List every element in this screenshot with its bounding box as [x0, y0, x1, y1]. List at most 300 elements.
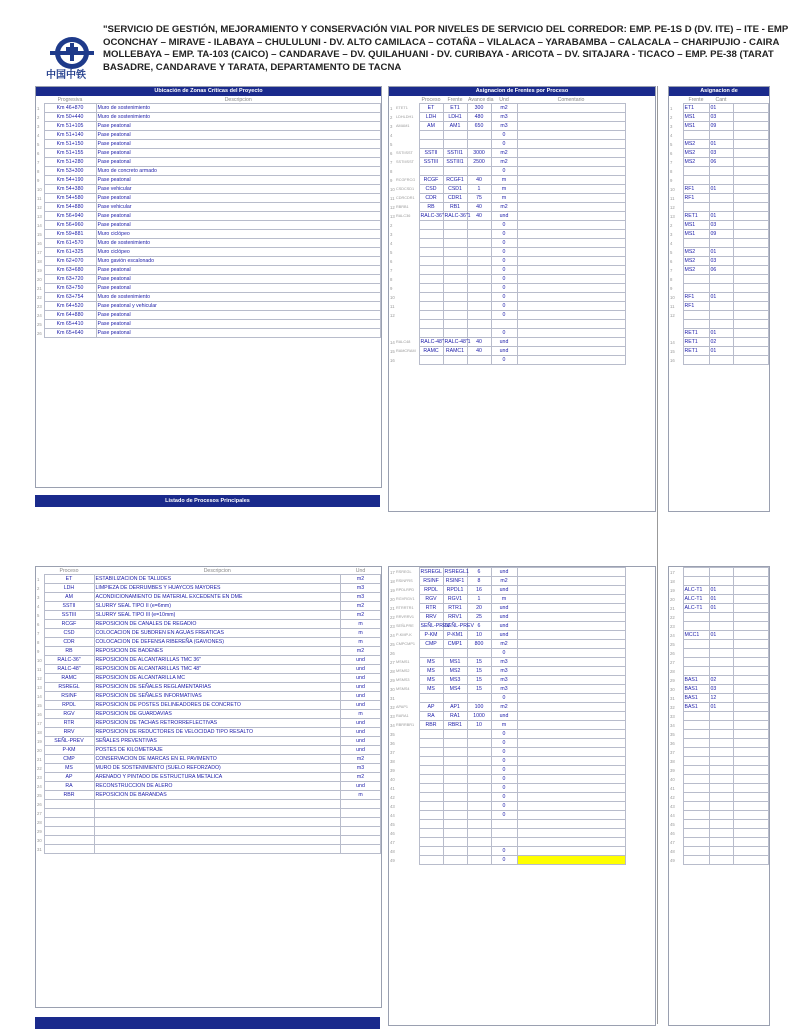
cantidad-cell [709, 856, 733, 865]
unidad-cell: 0 [491, 230, 517, 239]
comentario-cell [517, 284, 625, 293]
row-number: 5 [670, 141, 673, 147]
proceso-cell [419, 356, 443, 365]
comentario-cell [517, 676, 625, 685]
zona-row [36, 221, 381, 230]
zona-row [36, 257, 381, 266]
asig-row [669, 257, 769, 266]
frente-cell [683, 766, 709, 775]
asig-row [669, 775, 769, 784]
proceso-cell: AM [419, 122, 443, 131]
frente-cell [443, 748, 467, 757]
unidad-cell: 0 [491, 329, 517, 338]
row-number: 8 [37, 168, 40, 174]
row-number: 11 [390, 195, 395, 201]
avance-cell: 1 [467, 185, 491, 194]
asig-row [669, 829, 769, 838]
extra-cell [733, 230, 769, 239]
key-cell: MSMS2 [396, 669, 410, 673]
frente-cell: RF1 [683, 194, 709, 203]
progresiva-cell: Km 61+325 [44, 248, 96, 257]
frente-cell [443, 221, 467, 230]
row-number: 23 [390, 623, 395, 629]
key-cell [395, 847, 419, 856]
key-cell [395, 739, 419, 748]
frente-cell [683, 167, 709, 176]
extra-cell [733, 248, 769, 257]
descripcion-cell: ESTABILIZACION DE TALUDES [94, 575, 341, 584]
proceso-cell: CSD [419, 185, 443, 194]
comentario-cell [517, 239, 625, 248]
frente-cell [683, 838, 709, 847]
frente-row [389, 838, 655, 847]
zona-row [36, 248, 381, 257]
frente-cell [683, 775, 709, 784]
frente-cell [443, 320, 467, 329]
frente-cell [443, 311, 467, 320]
spacer-cell [625, 347, 655, 356]
spacer-cell [625, 293, 655, 302]
row-number: 41 [670, 785, 675, 791]
key-cell: SSTIISST [396, 151, 413, 155]
avance-cell [467, 284, 491, 293]
asig-row [669, 212, 769, 221]
row-number: 36 [390, 740, 395, 746]
comentario-cell [517, 793, 625, 802]
descripcion-cell: REPOSICION DE REDUCTORES DE VELOCIDAD TIPO RESALTO [94, 728, 341, 737]
cantidad-cell: 02 [709, 338, 733, 347]
row-number: 40 [670, 776, 675, 782]
unidad-cell [341, 809, 381, 818]
frente-cell [683, 757, 709, 766]
unidad-cell: m2 [341, 755, 381, 764]
extra-cell [733, 766, 769, 775]
row-number: 31 [37, 846, 42, 852]
frente-cell [683, 793, 709, 802]
key-cell [395, 329, 419, 338]
asig-row [669, 730, 769, 739]
proceso-cell [419, 221, 443, 230]
row-number: 24 [390, 632, 395, 638]
row-number: 11 [670, 303, 675, 309]
row-number: 6 [390, 258, 393, 264]
row-number: 29 [37, 828, 42, 834]
descripcion-cell: ACONDICIONAMIENTO DE MATERIAL EXCEDENTE EN DME [94, 593, 341, 602]
frente-row [389, 730, 655, 739]
row-number: 22 [670, 614, 675, 620]
frente-row [389, 784, 655, 793]
avance-cell: 15 [467, 685, 491, 694]
proceso-cell: RRV [419, 613, 443, 622]
frente-cell [683, 649, 709, 658]
descripcion-cell: REPOSICION DE CANALES DE REGADIO [94, 620, 341, 629]
extra-cell [733, 739, 769, 748]
zona-row [36, 266, 381, 275]
descripcion-cell: SEÑALES PREVENTIVAS [94, 737, 341, 746]
proceso-cell [419, 293, 443, 302]
proceso-cell: MS [44, 764, 94, 773]
proceso-cell: MS [419, 685, 443, 694]
row-number: 8 [37, 639, 40, 645]
row-number: 9 [670, 285, 673, 291]
avance-cell [467, 784, 491, 793]
zona-row [36, 311, 381, 320]
descripcion-cell [94, 836, 341, 845]
key-cell [395, 838, 419, 847]
row-number: 38 [670, 758, 675, 764]
proceso-cell [419, 694, 443, 703]
comentario-cell [517, 658, 625, 667]
asignacion-sheet [668, 86, 770, 512]
zona-row [36, 320, 381, 329]
proceso-row [36, 638, 381, 647]
comentario-cell [517, 739, 625, 748]
avance-cell: 40 [467, 203, 491, 212]
unidad-cell: 0 [491, 248, 517, 257]
key-cell: P-KMP-K [396, 633, 412, 637]
zona-row [36, 131, 381, 140]
cantidad-cell [709, 613, 733, 622]
proceso-cell [44, 836, 94, 845]
comentario-cell [517, 113, 625, 122]
unidad-cell: und [341, 692, 381, 701]
row-number: 1 [37, 576, 40, 582]
spacer-cell [625, 266, 655, 275]
row-number: 15 [390, 348, 395, 354]
extra-cell [733, 104, 769, 113]
avance-cell: 25 [467, 613, 491, 622]
descripcion-cell: Pase peatonal [96, 131, 381, 140]
asig-row [669, 766, 769, 775]
extra-cell [733, 613, 769, 622]
descripcion-cell: Pase peatonal [96, 158, 381, 167]
descripcion-cell: LIMPIEZA DE DERRUMBES Y HUAYCOS MAYORES [94, 584, 341, 593]
progresiva-cell: Km 56+940 [44, 212, 96, 221]
frente-cell [443, 230, 467, 239]
cantidad-cell [709, 320, 733, 329]
cantidad-cell [709, 568, 733, 577]
frente-row [389, 676, 655, 685]
asig-row [669, 311, 769, 320]
progresiva-cell: Km 46+870 [44, 104, 96, 113]
descripcion-cell: Pase peatonal [96, 212, 381, 221]
key-cell: CSDCSD1 [396, 187, 415, 191]
key-cell [395, 766, 419, 775]
spacer-cell [625, 230, 655, 239]
frente-cell [443, 275, 467, 284]
cantidad-cell: 01 [709, 604, 733, 613]
cantidad-cell: 01 [709, 329, 733, 338]
extra-cell [733, 275, 769, 284]
frente-cell [683, 613, 709, 622]
frente-cell [683, 811, 709, 820]
proceso-cell: RB [44, 647, 94, 656]
asig-row [669, 838, 769, 847]
descripcion-cell [94, 818, 341, 827]
cantidad-cell: 03 [709, 149, 733, 158]
row-number: 6 [37, 150, 40, 156]
frente-row [389, 748, 655, 757]
cantidad-cell: 01 [709, 586, 733, 595]
extra-cell [733, 721, 769, 730]
row-number: 7 [37, 630, 40, 636]
proceso-row [36, 629, 381, 638]
unidad-cell: und [491, 338, 517, 347]
avance-cell [467, 829, 491, 838]
proceso-row [36, 791, 381, 800]
unidad-cell: 0 [491, 239, 517, 248]
key-cell: AMAM1 [396, 124, 410, 128]
unidad-cell: m2 [491, 577, 517, 586]
row-number [669, 320, 683, 329]
frente-cell: RALC-36"1 [444, 213, 471, 219]
frente-row [389, 622, 655, 631]
asig-row [669, 329, 769, 338]
comentario-cell [517, 856, 625, 865]
frente-cell: CSD1 [443, 185, 467, 194]
key-cell: LDHLDH1 [396, 115, 414, 119]
cantidad-cell: 06 [709, 158, 733, 167]
comentario-cell [517, 721, 625, 730]
frente-row [389, 694, 655, 703]
avance-cell: 8 [467, 577, 491, 586]
comentario-cell [517, 293, 625, 302]
unidad-cell: m2 [491, 104, 517, 113]
spacer-cell [625, 739, 655, 748]
row-number: 32 [390, 704, 395, 710]
cantidad-cell: 06 [709, 266, 733, 275]
extra-cell [733, 577, 769, 586]
spacer-cell [625, 775, 655, 784]
asig-row [669, 113, 769, 122]
row-number: 31 [390, 695, 395, 701]
frente-cell [443, 302, 467, 311]
frente-cell: MS1 [683, 230, 709, 239]
proceso-cell [419, 266, 443, 275]
spacer-cell [625, 577, 655, 586]
frente-cell [443, 649, 467, 658]
zona-row [36, 293, 381, 302]
frente-cell [683, 356, 709, 365]
asig-row [669, 820, 769, 829]
proceso-cell [419, 730, 443, 739]
cantidad-cell [709, 712, 733, 721]
extra-cell [733, 257, 769, 266]
comentario-cell [517, 338, 625, 347]
spacer-cell [625, 793, 655, 802]
descripcion-cell [94, 827, 341, 836]
asig-row [669, 676, 769, 685]
progresiva-cell: Km 54+580 [44, 194, 96, 203]
key-cell: RGVRGV1 [396, 597, 415, 601]
proceso-cell [44, 818, 94, 827]
unidad-cell: m [491, 194, 517, 203]
key-cell [395, 775, 419, 784]
zona-row [36, 302, 381, 311]
cantidad-cell [709, 757, 733, 766]
row-number: 18 [37, 729, 42, 735]
row-number: 19 [37, 738, 42, 744]
key-cell [395, 649, 419, 658]
avance-cell [467, 311, 491, 320]
row-number: 48 [670, 848, 675, 854]
comentario-cell [517, 158, 625, 167]
frente-row [389, 257, 655, 266]
frente-cell [443, 838, 467, 847]
comentario-cell [517, 829, 625, 838]
proceso-cell [419, 131, 443, 140]
proceso-cell [419, 320, 443, 329]
frentes-table-2 [389, 567, 655, 865]
unidad-cell: und [341, 728, 381, 737]
row-number: 12 [390, 204, 395, 210]
frente-cell [443, 257, 467, 266]
comentario-cell [517, 275, 625, 284]
avance-cell [467, 730, 491, 739]
extra-cell [733, 158, 769, 167]
frente-row [389, 329, 655, 338]
row-number: 22 [37, 294, 42, 300]
frente-cell: MS1 [683, 122, 709, 131]
unidad-cell: und [491, 347, 517, 356]
progresiva-cell: Km 51+280 [44, 158, 96, 167]
frente-cell [443, 757, 467, 766]
unidad-cell: m3 [341, 764, 381, 773]
avance-cell: 650 [467, 122, 491, 131]
row-number: 42 [390, 794, 395, 800]
zona-row [36, 239, 381, 248]
asig-row [669, 685, 769, 694]
unidad-cell: und [341, 665, 381, 674]
frente-cell [443, 239, 467, 248]
frente-row [389, 302, 655, 311]
comentario-cell [517, 694, 625, 703]
unidad-cell: m [491, 595, 517, 604]
frente-cell [443, 766, 467, 775]
unidad-cell: 0 [491, 856, 517, 865]
unidad-cell: 0 [491, 784, 517, 793]
frente-cell [443, 694, 467, 703]
unidad-cell [491, 820, 517, 829]
avance-cell [467, 221, 491, 230]
row-number: 9 [390, 177, 393, 183]
frente-cell: P-KM1 [443, 631, 467, 640]
progresiva-cell: Km 56+960 [44, 221, 96, 230]
cantidad-cell: 01 [709, 703, 733, 712]
unidad-cell: und [341, 656, 381, 665]
avance-cell: 6 [467, 568, 491, 577]
zona-row [36, 230, 381, 239]
comentario-cell [517, 568, 625, 577]
proceso-row [36, 620, 381, 629]
row-number: 2 [390, 114, 393, 120]
unidad-cell: 0 [491, 847, 517, 856]
frente-cell: MS3 [443, 676, 467, 685]
row-number: 10 [670, 294, 675, 300]
row-number: 8 [390, 276, 393, 282]
frente-cell: RB1 [443, 203, 467, 212]
frente-cell: RGV1 [443, 595, 467, 604]
row-number: 12 [670, 312, 675, 318]
row-number: 8 [390, 168, 393, 174]
zona-row [36, 167, 381, 176]
frente-cell: LDH1 [443, 113, 467, 122]
asig-row [669, 293, 769, 302]
row-number: 10 [390, 294, 395, 300]
progresiva-cell: Km 63+750 [44, 284, 96, 293]
comentario-cell [517, 577, 625, 586]
frente-cell [443, 356, 467, 365]
row-number: 11 [37, 666, 42, 672]
proceso-row [36, 575, 381, 584]
frente-cell: RAMC1 [443, 347, 467, 356]
frente-row [389, 140, 655, 149]
key-cell [395, 167, 419, 176]
asig-row [669, 284, 769, 293]
key-cell: CDRCDR1 [396, 196, 415, 200]
comentario-cell [517, 667, 625, 676]
proceso-cell [419, 802, 443, 811]
descripcion-cell: REPOSICION DE ALCANTARILLAS TMC 36" [94, 656, 341, 665]
comentario-cell [517, 221, 625, 230]
cantidad-cell [709, 739, 733, 748]
row-number: 10 [670, 186, 675, 192]
avance-cell: 1 [467, 595, 491, 604]
row-number: 5 [390, 141, 393, 147]
frente-cell [443, 775, 467, 784]
frente-row [389, 104, 655, 113]
proceso-cell: SSTIII [419, 158, 443, 167]
row-number: 4 [390, 132, 393, 138]
frente-cell [443, 266, 467, 275]
progresiva-cell: Km 51+155 [44, 149, 96, 158]
row-number: 17 [37, 249, 42, 255]
cantidad-cell [709, 649, 733, 658]
descripcion-cell: RECONSTRUCCION DE ALERO [94, 782, 341, 791]
asig-row [669, 568, 769, 577]
avance-cell [467, 838, 491, 847]
row-number: 4 [37, 603, 40, 609]
frente-cell: RA1 [443, 712, 467, 721]
comentario-cell [517, 329, 625, 338]
spacer-cell [625, 730, 655, 739]
frente-cell [443, 811, 467, 820]
frentes-table: Proceso Frente Avance dia Und Comentario 1 ETET1 ET ET1 300 m2 2 LDHLDH1 LDH LDH1 480 m3 3 AMAM1 AM AM1 650 m3 4 0 5 0 6 SSTIISST SSTII SSTII1 3000 m2 7 SSTIIISST SSTIII SSTIII1 2500 m2 8 0 9 RCGFRCG RCGF RCGF1 40 m 10 CSDCSD1 CSD CSD1 1 m 11 CDRCDR1 CDR CDR1 75 m 12 RBRB1 RB RB1 40 m2 13 RALC36 RALC-36" RALC-36"1 40 und 2 0 3 0 4 0 5 0 6 0 7 0 8 0 9 0 10 0 11 0 12 0 0 14 RALC48 RALC-48" RALC-48"1 40 und 15 RAMCRAM RAMC RAMC1 40 und 16 0 [389, 96, 655, 365]
row-number: 7 [390, 159, 393, 165]
frente-row [389, 757, 655, 766]
avance-cell: 300 [467, 104, 491, 113]
row-number: 9 [390, 285, 393, 291]
comentario-cell [517, 257, 625, 266]
frente-row [389, 667, 655, 676]
unidad-cell: und [341, 683, 381, 692]
spacer-cell [625, 329, 655, 338]
row-number: 34 [390, 722, 395, 728]
document-header [0, 0, 788, 85]
key-cell [395, 257, 419, 266]
row-number: 13 [390, 213, 395, 219]
comentario-cell [517, 203, 625, 212]
extra-cell [733, 649, 769, 658]
frente-cell: ALC-T1 [683, 586, 709, 595]
row-number: 1 [670, 105, 673, 111]
extra-cell [733, 203, 769, 212]
cantidad-cell: 03 [709, 257, 733, 266]
frente-cell [683, 802, 709, 811]
frente-row [389, 230, 655, 239]
row-number: 19 [670, 587, 675, 593]
frente-row [389, 185, 655, 194]
